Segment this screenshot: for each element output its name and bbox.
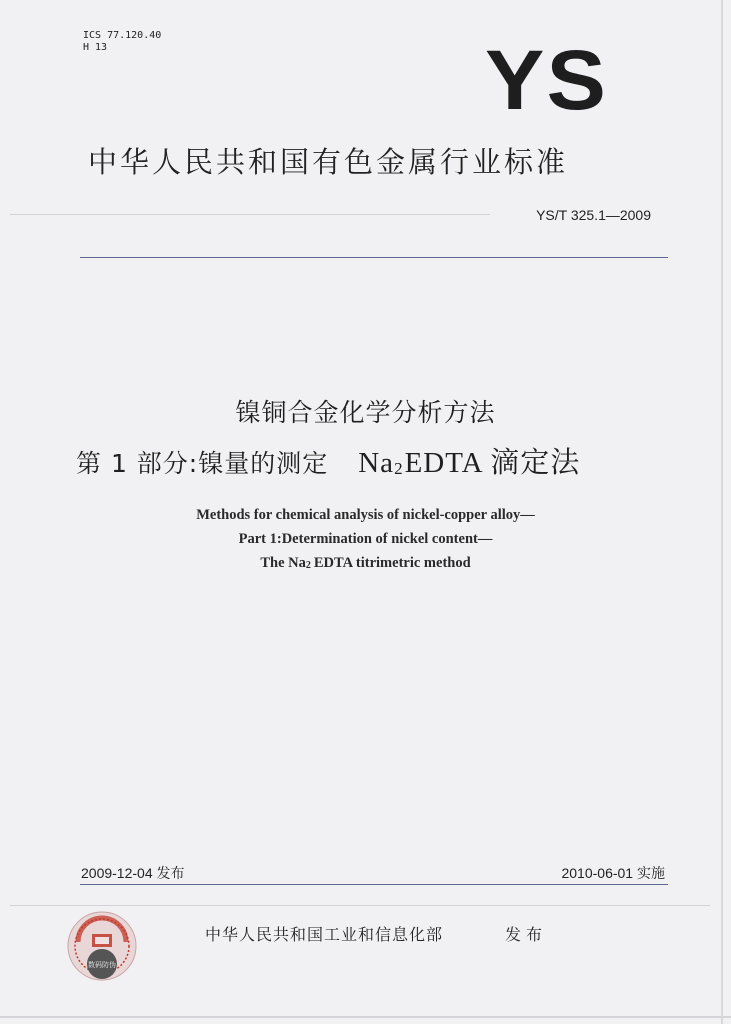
chinese-title-line-1: 镍铜合金化学分析方法	[235, 398, 496, 427]
chemical-formula	[358, 447, 580, 479]
implementation-date: 2010-06-01 实施	[561, 865, 665, 881]
english-formula-suffix: EDTA titrimetric method	[313, 555, 471, 571]
standard-number: YS/T 325.1—2009	[536, 207, 651, 223]
english-title-line-3	[0, 551, 731, 578]
chinese-title-line-2	[76, 440, 580, 481]
formula-suffix: EDTA 滴定法	[404, 447, 581, 479]
publish-label: 发布	[505, 925, 548, 944]
seal-caption: 数码防伪	[88, 961, 116, 969]
ccs-code: H 13	[83, 42, 108, 53]
ics-code: ICS 77.120.40	[83, 30, 162, 41]
standard-category-title: 中华人民共和国有色金属行业标准	[88, 145, 569, 179]
classification-codes	[83, 30, 161, 54]
formula-subscript: 2	[394, 459, 404, 478]
english-title	[0, 503, 731, 578]
english-title-line-2: Part 1:Determination of nickel content—	[238, 531, 493, 547]
english-formula-prefix: The Na	[260, 555, 306, 571]
footer-divider	[80, 884, 668, 885]
scan-artifact-line	[10, 214, 490, 215]
anti-counterfeit-seal-icon	[64, 908, 140, 984]
formula-prefix: Na	[358, 447, 395, 479]
ys-logo: YS	[485, 33, 609, 127]
english-formula-subscript: 2	[305, 560, 311, 571]
issue-date: 2009-12-04 发布	[81, 865, 185, 881]
chinese-title-part: 第 1 部分:镍量的测定	[76, 449, 329, 478]
scan-artifact-line	[10, 905, 710, 906]
header-divider	[80, 257, 668, 258]
english-title-line-1: Methods for chemical analysis of nickel-copper alloy—	[196, 507, 535, 523]
page-edge-bottom	[0, 1016, 731, 1018]
publisher-name: 中华人民共和国工业和信息化部	[205, 925, 444, 944]
